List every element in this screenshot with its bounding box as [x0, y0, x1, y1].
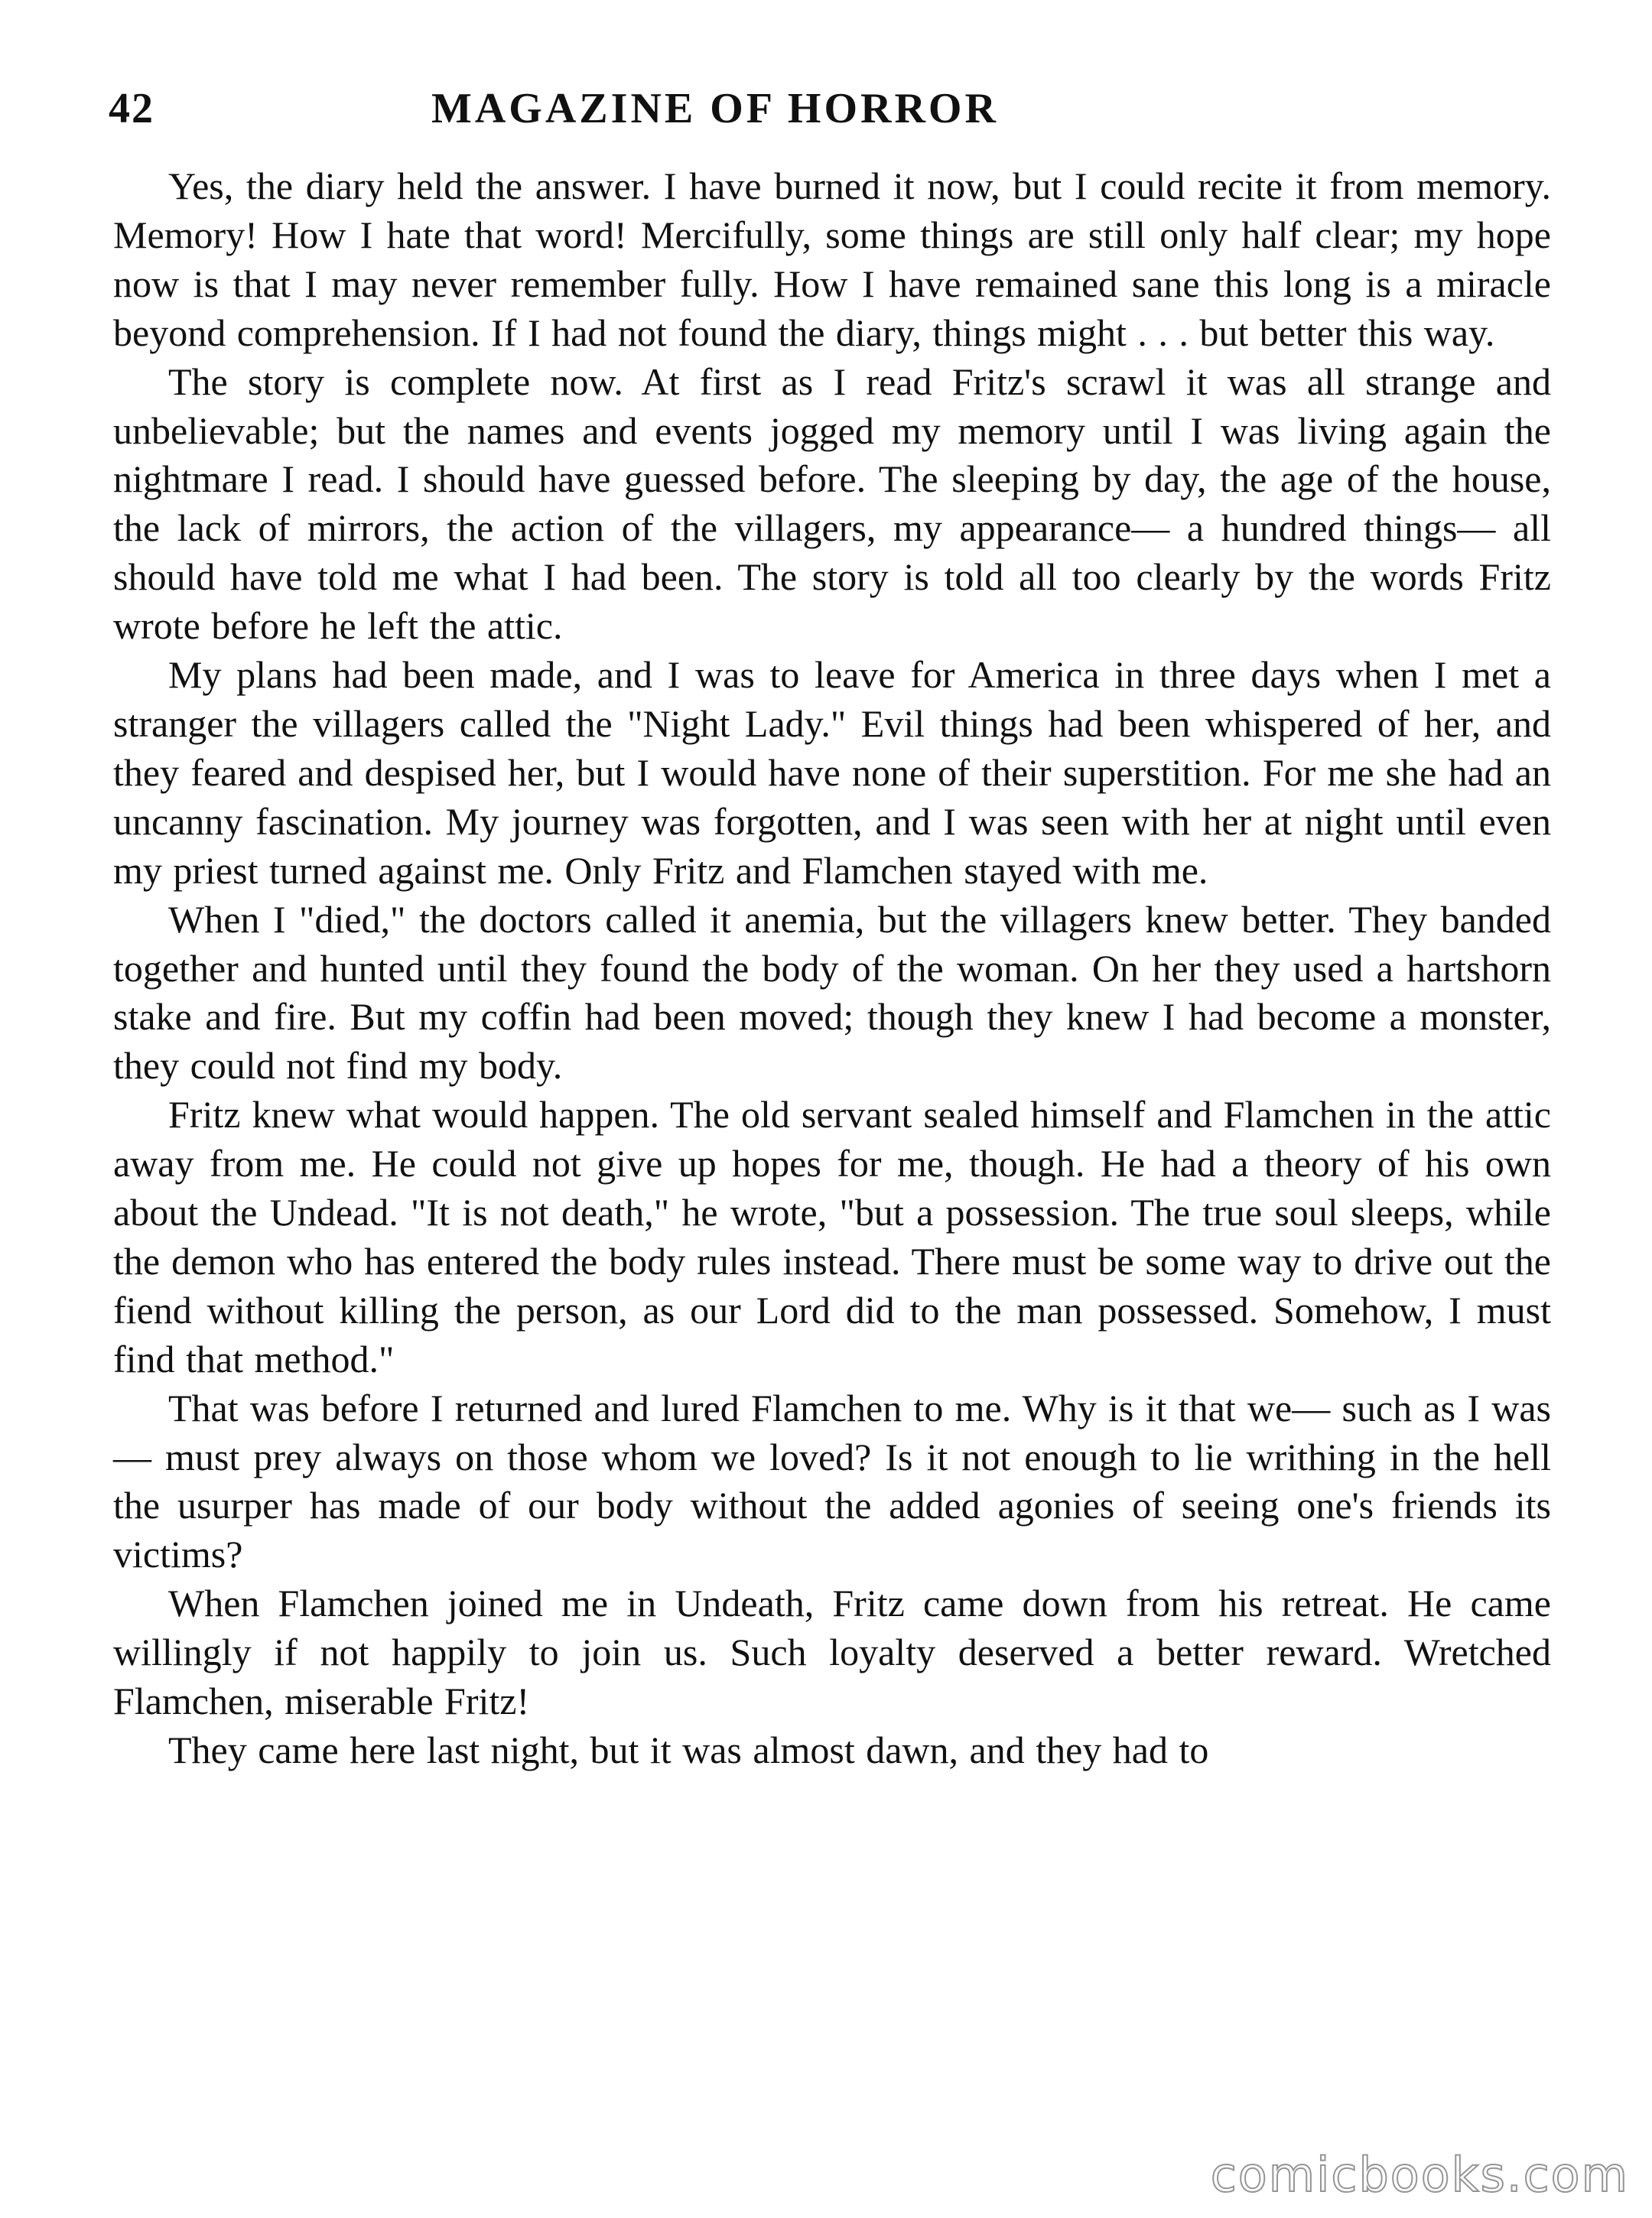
paragraph-2: The story is complete now. At first as I read Fritz's scrawl it was all strange and unbelievable; but the names and events jogged my memory until I was living again the nightmare I read. I should have guessed before. The sleeping by day, the age of the house, the lack of mirrors, the action of the villagers, my appearance— a hundred things— all should have told me what I had been. The story is told all too clearly by the words Fritz wrote before he left the attic. — [113, 359, 1551, 648]
paragraph-7: When Flamchen joined me in Undeath, Fritz came down from his retreat. He came willingly if not happily to join us. Such loyalty deserved a better reward. Wretched Flamchen, miserable Fritz! — [113, 1582, 1551, 1723]
paragraph-6: That was before I returned and lured Flamchen to me. Why is it that we— such as I was— must prey always on those whom we loved? Is it not enough to lie writhing in the hell the usurper has made of our body without the added agonies of seeing one's friends its victims? — [113, 1386, 1551, 1576]
paragraph-4: When I "died," the doctors called it anemia, but the villagers knew better. They banded together and hunted until they found the body of the woman. On her they used a hartshorn stake and fire. But my coffin had been moved; though they knew I had become a monster, they could not find my body. — [113, 897, 1551, 1088]
site-watermark: comicbooks.com — [1210, 2147, 1629, 2203]
page-number: 42 — [109, 85, 154, 132]
running-head-title: MAGAZINE OF HORROR — [431, 85, 999, 132]
page-header — [109, 84, 1562, 153]
paragraph-1: Yes, the diary held the answer. I have burned it now, but I could recite it from memory. Memory! How I hate that word! Mercifully, some things are still only half clear; my hope now is that I may never remember fully. How I have remained sane this long is a miracle beyond comprehension. If I had not found the diary, things might . . . but better this way. — [113, 164, 1551, 354]
paragraph-5: Fritz knew what would happen. The old servant sealed himself and Flamchen in the attic away from me. He could not give up hopes for me, though. He had a theory of his own about the Undead. "It is not death," he wrote, "but a possession. The true soul sleeps, while the demon who has entered the body rules instead. There must be some way to drive out the fiend without killing the person, as our Lord did to the man possessed. Somehow, I must find that method." — [113, 1093, 1551, 1381]
paragraph-8: They came here last night, but it was almost dawn, and they had to — [168, 1729, 1209, 1771]
story-body — [113, 162, 1551, 1775]
paragraph-3: My plans had been made, and I was to leave for America in three days when I met a stranger the villagers called the "Night Lady." Evil things had been whispered of her, and they feared and despised her, but I would have none of their superstition. For me she had an uncanny fascination. My journey was forgotten, and I was seen with her at night until even my priest turned against me. Only Fritz and Flamchen stayed with me. — [113, 653, 1551, 892]
